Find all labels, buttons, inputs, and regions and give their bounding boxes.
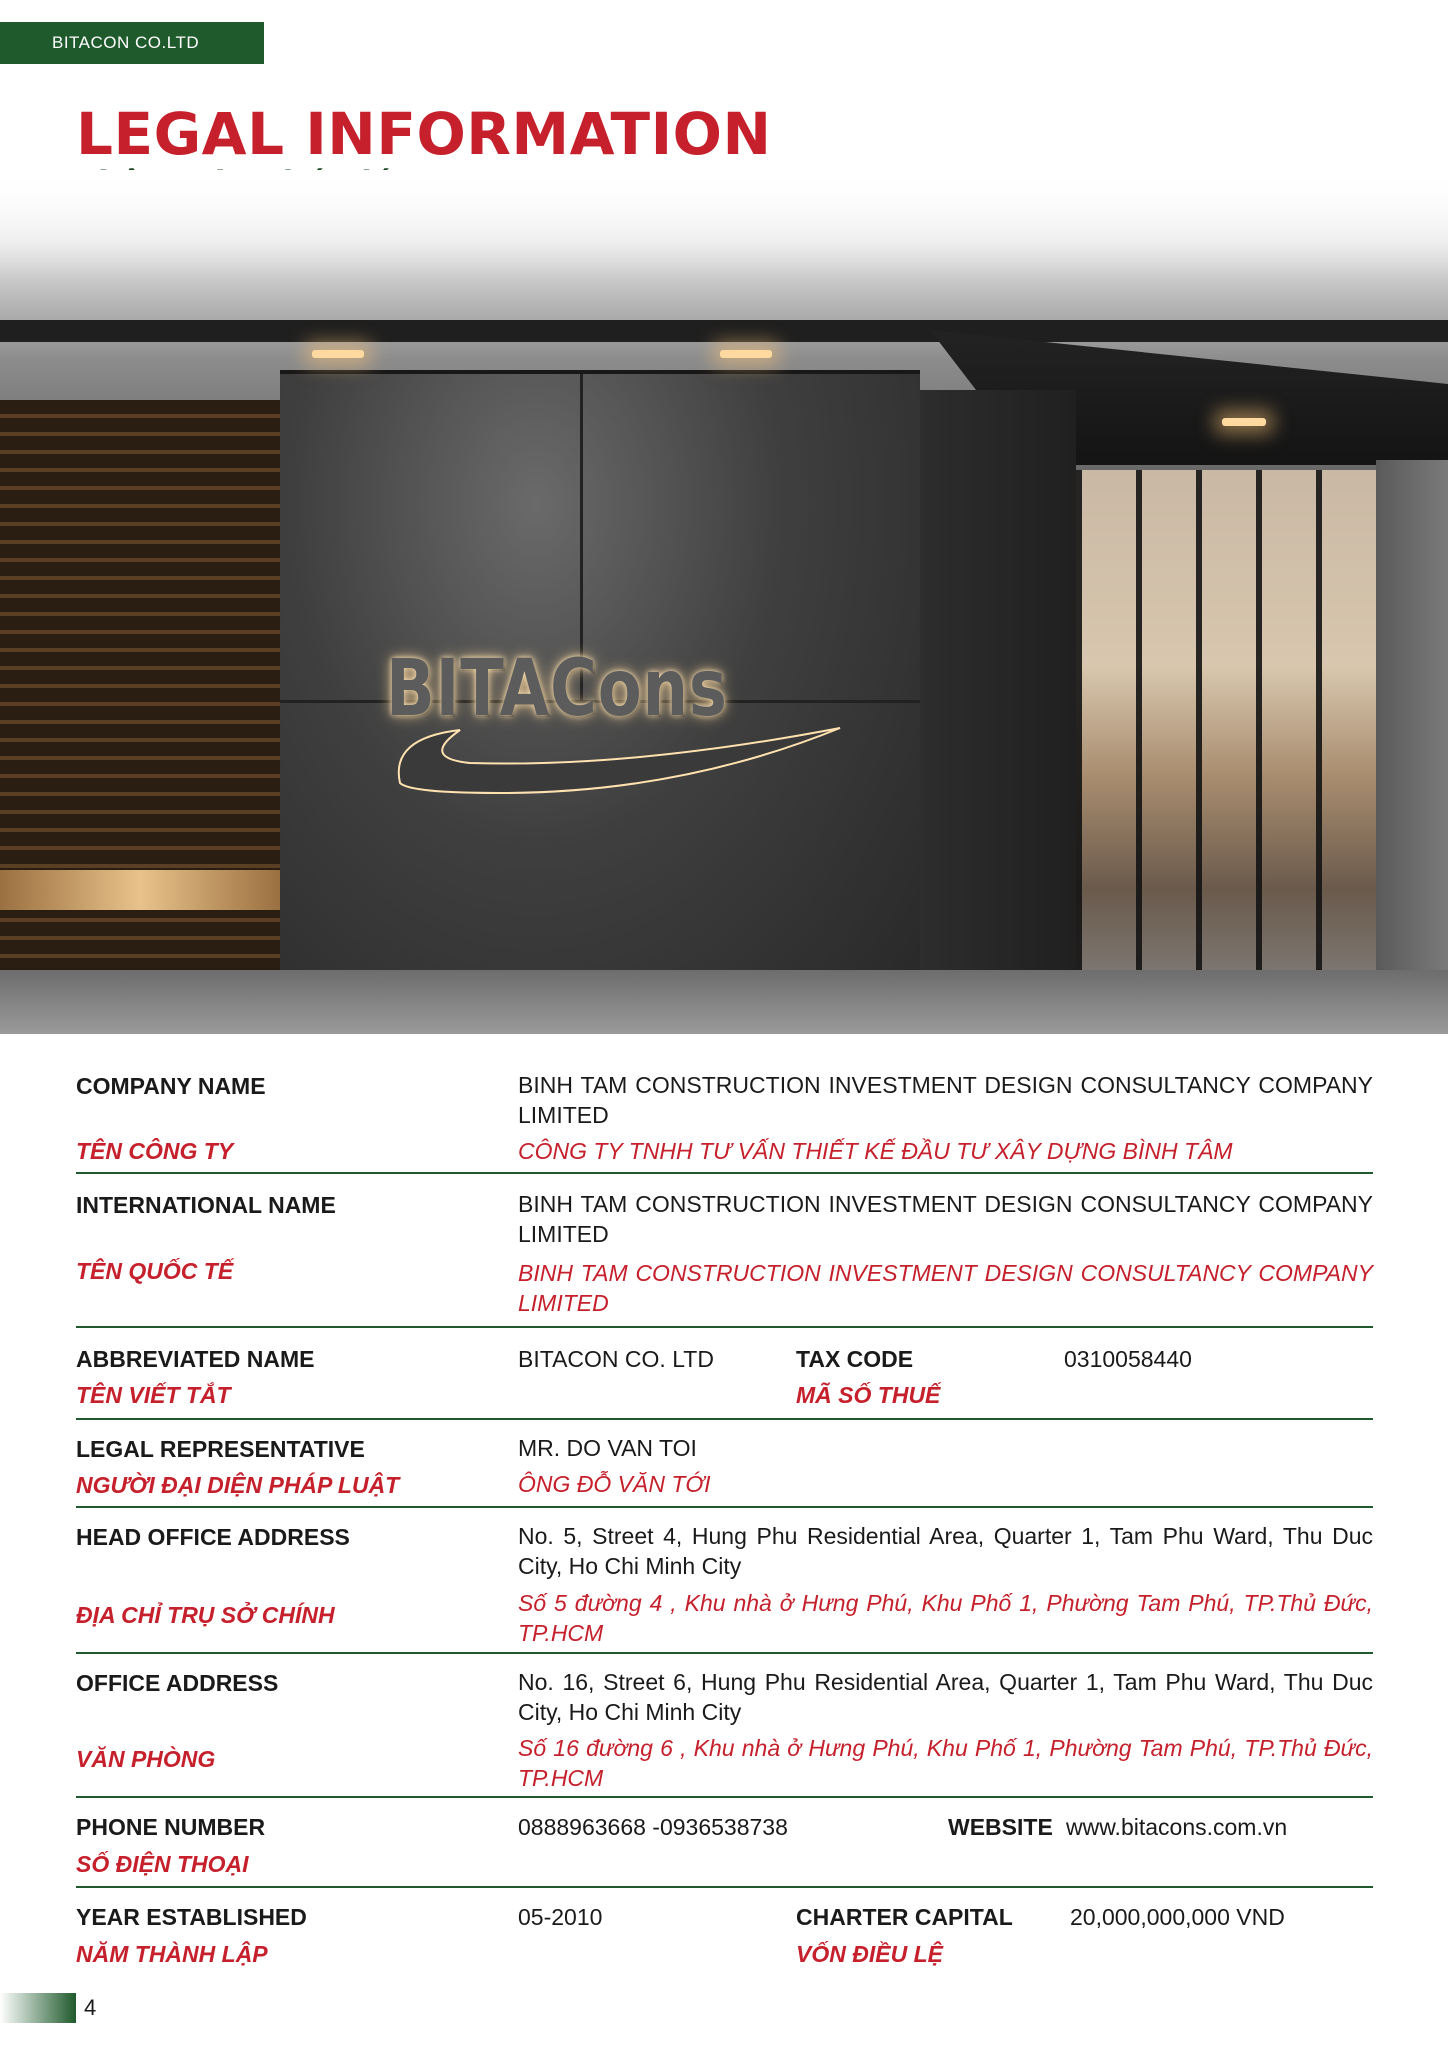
canopy bbox=[0, 320, 1448, 342]
head-office-value-vi: Số 5 đường 4 , Khu nhà ở Hưng Phú, Khu Phố 1, Phường Tam Phú, TP.Thủ Đức, TP.HCM bbox=[518, 1590, 1373, 1646]
office-address-label-vi: VĂN PHÒNG bbox=[76, 1746, 216, 1772]
office-address-label: OFFICE ADDRESS bbox=[76, 1670, 279, 1696]
year-established-row bbox=[76, 1888, 1373, 1978]
office-address-row bbox=[76, 1654, 1373, 1798]
company-sign bbox=[380, 638, 850, 798]
website-label: WEBSITE bbox=[948, 1814, 1053, 1840]
ceiling-light bbox=[1222, 418, 1266, 426]
sign-text: BITACons bbox=[386, 644, 728, 734]
legal-info-table bbox=[76, 1064, 1373, 1978]
tax-code-label: TAX CODE bbox=[796, 1346, 914, 1372]
international-name-label-vi: TÊN QUỐC TẾ bbox=[76, 1258, 234, 1284]
legal-representative-label-vi: NGƯỜI ĐẠI DIỆN PHÁP LUẬT bbox=[76, 1472, 400, 1498]
company-name-label-vi: TÊN CÔNG TY bbox=[76, 1138, 234, 1164]
interior-left bbox=[0, 400, 280, 1034]
tax-code-label-vi: MÃ SỐ THUẾ bbox=[796, 1382, 941, 1408]
wall-top-edge bbox=[280, 370, 920, 374]
footer-bar bbox=[0, 1993, 76, 2023]
company-name-value-vi: CÔNG TY TNHH TƯ VẤN THIẾT KẾ ĐẦU TƯ XÂY DỰNG BÌNH TÂM bbox=[518, 1138, 1233, 1164]
pavement bbox=[0, 970, 1448, 1034]
legal-representative-label: LEGAL REPRESENTATIVE bbox=[76, 1436, 365, 1462]
company-name-label: COMPANY NAME bbox=[76, 1073, 266, 1099]
office-address-value-vi: Số 16 đường 6 , Khu nhà ở Hưng Phú, Khu Phố 1, Phường Tam Phú, TP.Thủ Đức, TP.HCM bbox=[518, 1735, 1373, 1791]
international-name-value-vi: BINH TAM CONSTRUCTION INVESTMENT DESIGN CONSULTANCY COMPANY LIMITED bbox=[518, 1260, 1373, 1316]
phone-number-label: PHONE NUMBER bbox=[76, 1814, 266, 1840]
year-established-label-vi: NĂM THÀNH LẬP bbox=[76, 1941, 268, 1967]
storefront-photo bbox=[0, 170, 1448, 1034]
website-link[interactable]: www.bitacons.com.vn bbox=[1066, 1814, 1288, 1840]
charter-capital-label: CHARTER CAPITAL bbox=[796, 1904, 1013, 1930]
head-office-label: HEAD OFFICE ADDRESS bbox=[76, 1524, 350, 1550]
ceiling-light bbox=[720, 350, 772, 358]
international-name-row bbox=[76, 1174, 1373, 1328]
tax-code-value: 0310058440 bbox=[1064, 1346, 1192, 1372]
year-established-label: YEAR ESTABLISHED bbox=[76, 1904, 307, 1930]
legal-representative-value: MR. DO VAN TOI bbox=[518, 1435, 697, 1461]
corner-column bbox=[1376, 460, 1448, 1034]
head-office-row bbox=[76, 1508, 1373, 1654]
head-office-label-vi: ĐỊA CHỈ TRỤ SỞ CHÍNH bbox=[76, 1602, 335, 1628]
legal-representative-row bbox=[76, 1420, 1373, 1508]
charter-capital-value: 20,000,000,000 VND bbox=[1070, 1904, 1285, 1930]
top-fade bbox=[0, 170, 1448, 280]
company-name-value: BINH TAM CONSTRUCTION INVESTMENT DESIGN CONSULTANCY COMPANY LIMITED bbox=[518, 1072, 1373, 1128]
abbreviated-name-value: BITACON CO. LTD bbox=[518, 1346, 714, 1372]
page-number: 4 bbox=[84, 1995, 97, 2020]
year-established-value: 05-2010 bbox=[518, 1904, 603, 1930]
glass-facade bbox=[1076, 470, 1376, 1030]
legal-representative-value-vi: ÔNG ĐỖ VĂN TỚI bbox=[518, 1471, 711, 1497]
phone-number-label-vi: SỐ ĐIỆN THOẠI bbox=[76, 1851, 249, 1877]
brand-tag: BITACON CO.LTD bbox=[0, 22, 264, 64]
office-address-value: No. 16, Street 6, Hung Phu Residential Area, Quarter 1, Tam Phu Ward, Thu Duc City, Ho Chi Minh City bbox=[518, 1669, 1373, 1725]
international-name-value: BINH TAM CONSTRUCTION INVESTMENT DESIGN CONSULTANCY COMPANY LIMITED bbox=[518, 1191, 1373, 1247]
page-title: LEGAL INFORMATION bbox=[76, 100, 772, 168]
head-office-value: No. 5, Street 4, Hung Phu Residential Area, Quarter 1, Tam Phu Ward, Thu Duc City, Ho Chi Minh City bbox=[518, 1523, 1373, 1579]
phone-number-row bbox=[76, 1798, 1373, 1888]
abbreviated-name-label-vi: TÊN VIẾT TẮT bbox=[76, 1382, 231, 1408]
abbreviated-name-label: ABBREVIATED NAME bbox=[76, 1346, 315, 1372]
phone-number-value: 0888963668 -0936538738 bbox=[518, 1814, 788, 1840]
abbreviated-name-row bbox=[76, 1328, 1373, 1420]
international-name-label: INTERNATIONAL NAME bbox=[76, 1192, 336, 1218]
ceiling-light bbox=[312, 350, 364, 358]
charter-capital-label-vi: VỐN ĐIỀU LỆ bbox=[796, 1941, 943, 1967]
stone-wall-side bbox=[920, 390, 1076, 1034]
company-name-row bbox=[76, 1064, 1373, 1174]
